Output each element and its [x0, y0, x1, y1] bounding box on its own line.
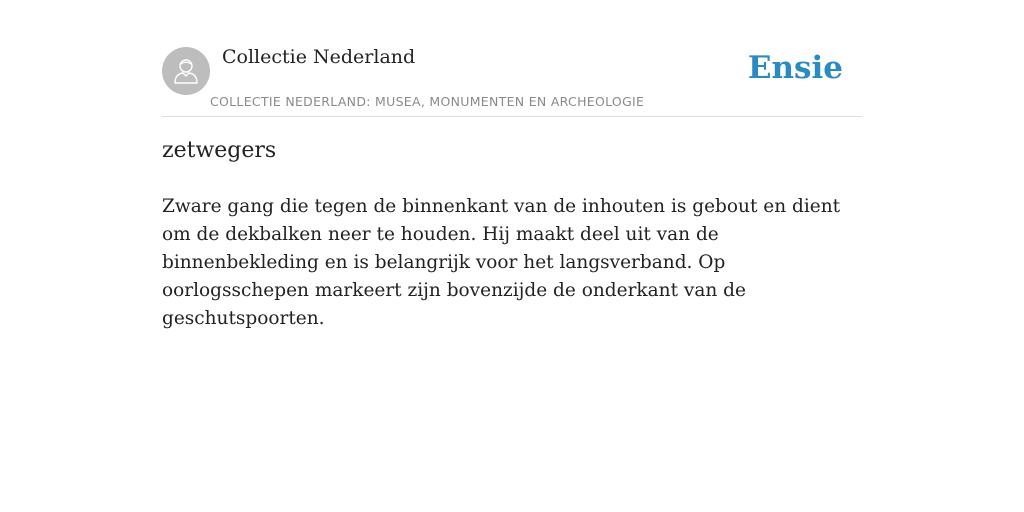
entry-header — [162, 44, 862, 117]
entry-term: zetwegers — [162, 138, 277, 163]
brand-logo[interactable]: Ensie — [747, 50, 843, 86]
author-name[interactable]: Collectie Nederland — [222, 46, 416, 68]
entry-definition: Zware gang die tegen de binnenkant van de inhouten is gebout en dient om de dekbalken neer te houden. Hij maakt deel uit van de binnenbekleding en is belangrijk voor het langsverband. Op oorlogsschepen markeert zijn bovenzijde de onderkant van de geschutspoorten. — [162, 196, 841, 329]
collection-label[interactable]: COLLECTIE NEDERLAND: MUSEA, MONUMENTEN EN ARCHEOLOGIE — [210, 94, 645, 109]
avatar[interactable] — [162, 47, 210, 95]
user-silhouette-icon — [171, 56, 201, 86]
